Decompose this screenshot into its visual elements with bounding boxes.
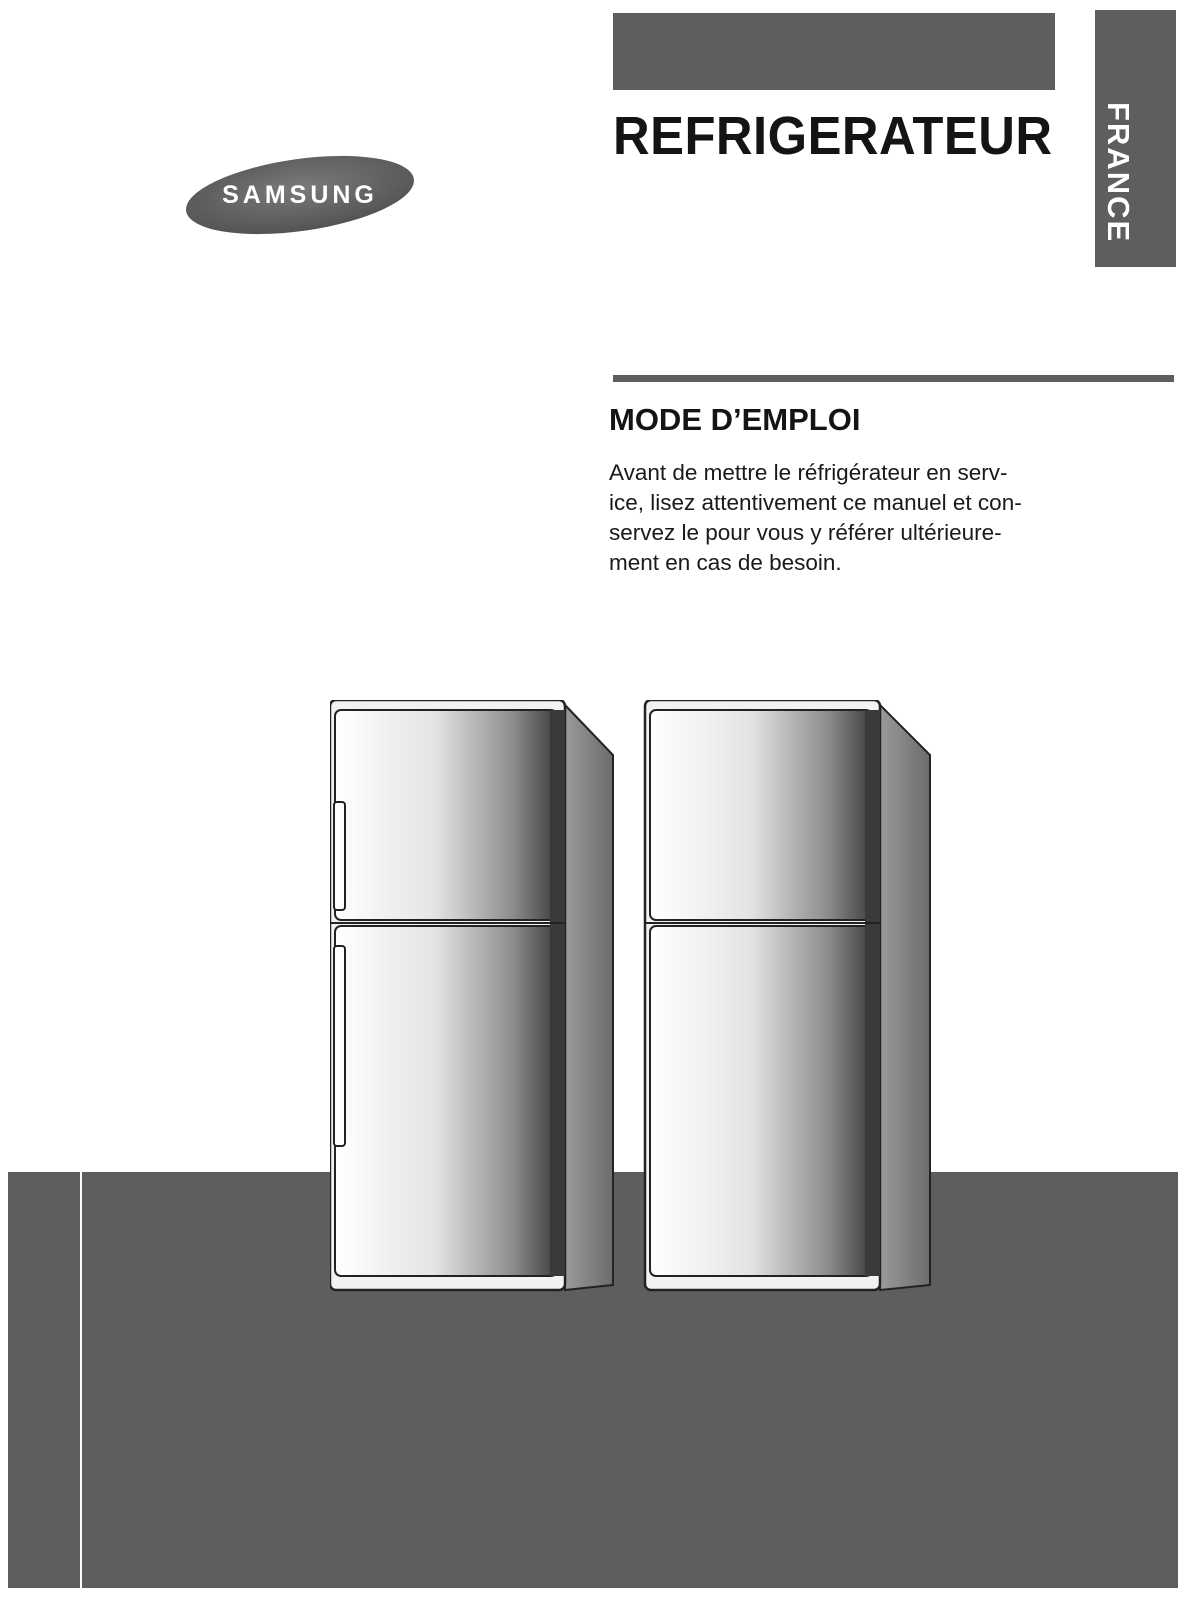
country-tab xyxy=(1095,10,1176,267)
intro-line: ice, lisez attentivement ce manuel et con- xyxy=(609,490,1022,515)
floor-bottom-line xyxy=(8,1588,1178,1590)
section-title: MODE D’EMPLOI xyxy=(609,402,861,437)
refrigerator-left xyxy=(330,700,613,1290)
intro-paragraph xyxy=(609,458,1089,578)
refrigerators-illustration xyxy=(330,700,950,1300)
section-divider xyxy=(613,375,1174,382)
intro-line: servez le pour vous y référer ultérieure- xyxy=(609,520,1002,545)
intro-line: ment en cas de besoin. xyxy=(609,550,842,575)
samsung-logo xyxy=(183,155,418,235)
svg-text:SAMSUNG: SAMSUNG xyxy=(222,181,378,209)
product-title: REFRIGERATEUR xyxy=(613,106,1053,166)
country-label: FRANCE xyxy=(1101,102,1136,244)
floor-divider xyxy=(80,1172,82,1590)
refrigerator-right xyxy=(645,700,930,1290)
header-bar xyxy=(613,13,1055,90)
intro-line: Avant de mettre le réfrigérateur en serv- xyxy=(609,460,1008,485)
